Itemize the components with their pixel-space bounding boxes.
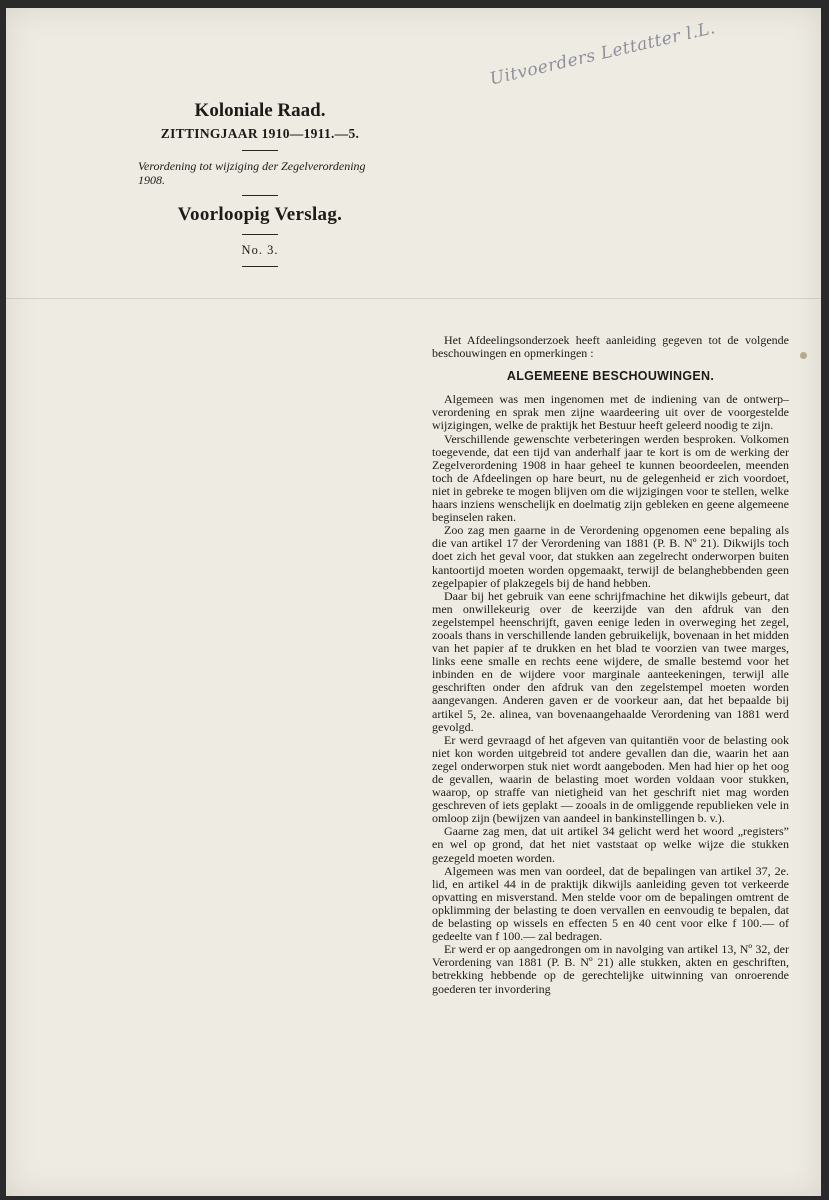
divider xyxy=(242,266,278,267)
paragraph: Er werd er op aangedrongen om in navolging van artikel 13, Nº 32, der Verordening van 1881 (P. B. Nº 21) alle stukken, akten en geschriften, betrekking hebbende op de gerechtelijke uitwinning van onroerende goederen ter invordering xyxy=(432,942,789,996)
session-year: ZITTINGJAAR 1910—1911.—5. xyxy=(160,126,360,141)
report-title: Voorloopig Verslag. xyxy=(177,204,343,225)
paragraph: Algemeen was men ingenomen met de indiening van de ontwerp–verordening en sprak men zijne waardeering uit over de voorgestelde wijzigingen, welke de praktijk het Bestuur heeft geleerd noodig te zijn. xyxy=(432,392,789,433)
report-body xyxy=(432,334,789,996)
handwritten-annotation: Uitvoerders Lettatter l.L. xyxy=(488,18,718,90)
paper-fold-line xyxy=(6,298,821,299)
paragraph: Verschillende gewenschte verbeteringen werden besproken. Volkomen toegevende, dat een tijd van anderhalf jaar te kort is om de werking der Zegelverordening 1908 in haar geheel te kunnen beoordeelen, meenden toch de Afdeelingen op hare beurt, nu de gelegenheid er zich voordoet, niet in gebreke te mogen blijven om die wijzigingen voor te stellen, welke haars inziens wenschelijk en doelmatig zijn gebleken en geene algemeene beginselen raken. xyxy=(432,431,789,525)
paragraph: Daar bij het gebruik van eene schrijfmachine het dikwijls gebeurt, dat men onwillekeurig over de keerzijde van den afdruk van den zegelstempel heenschrijft, gaven eenige leden in overweging het zegel, zooals thans in verschillende landen gebruikelijk, bovenaan in het midden van het papier af te drukken en het blad te voorzien van twee marges, links eene smalle en rechts eene wijdere, de smalle bestemd voor het inbinden en de wijdere voor marginale aanteekeningen, terwijl alle geschriften onder den afdruk van den zegelstempel moeten worden aangevangen. Anderen gaven er de voorkeur aan, dat het bepaalde bij artikel 5, 2e. alinea, van bovenaangehaalde Verordening van 1881 werd gevolgd. xyxy=(432,588,789,734)
paragraph: Er werd gevraagd of het afgeven van quitantiën voor de belasting ook niet kon worden uitgebreid tot andere gevallen dan die, waarin het aan zegel onderworpen stuk niet wordt aangeboden. Men had hier op het oog de gevallen, waarin de belasting moet worden voldaan voor stukken, waarop, op straffe van nietigheid van het geschrift niet mag worden geschreven of iets geplakt — zooals in de omliggende republieken vele in omloop zijn (bewijzen van aandeel in bankinstellingen b. v.). xyxy=(432,732,789,826)
section-heading: ALGEMEENE BESCHOUWINGEN. xyxy=(506,369,715,384)
divider xyxy=(242,195,278,196)
divider xyxy=(242,234,278,235)
paragraph: Zoo zag men gaarne in de Verordening opgenomen eene bepaling als die van artikel 17 der Verordening van 1881 (P. B. Nº 21). Dikwijls toch doet zich het geval voor, dat stukken aan zegelrecht onderworpen buiten kantoortijd moeten worden opgemaakt, terwijl de belanghebbenden geen zegelpapier of plakzegels bij de hand hebben. xyxy=(432,523,789,590)
council-title: Koloniale Raad. xyxy=(194,100,326,121)
punch-hole xyxy=(800,352,807,359)
document-number: No. 3. xyxy=(241,243,279,257)
paragraph: Algemeen was men van oordeel, dat de bepalingen van artikel 37, 2e. lid, en artikel 44 in de praktijk dikwijls aanleiding geven tot verkeerde opvatting en misverstand. Men stelde voor om de bepalingen omtrent de opklimming der belasting te doen vervallen en eenvoudig te bepalen, dat de belasting op wissels en effecten 5 en 40 cent voor elke f 100.— of gedeelte van f 100.— zal bedragen. xyxy=(432,863,789,944)
paragraph: Gaarne zag men, dat uit artikel 34 gelicht werd het woord „registers” en wel op grond, dat het niet vaststaat op welke wijze die stukken gezegeld moeten worden. xyxy=(432,824,789,865)
intro-paragraph: Het Afdeelingsonderzoek heeft aanleiding gegeven tot de volgende beschouwingen en opmerkingen : xyxy=(432,333,789,361)
document-header xyxy=(130,100,390,275)
divider xyxy=(242,150,278,151)
subject-line: Verordening tot wijziging der Zegelverordening 1908. xyxy=(138,159,366,187)
